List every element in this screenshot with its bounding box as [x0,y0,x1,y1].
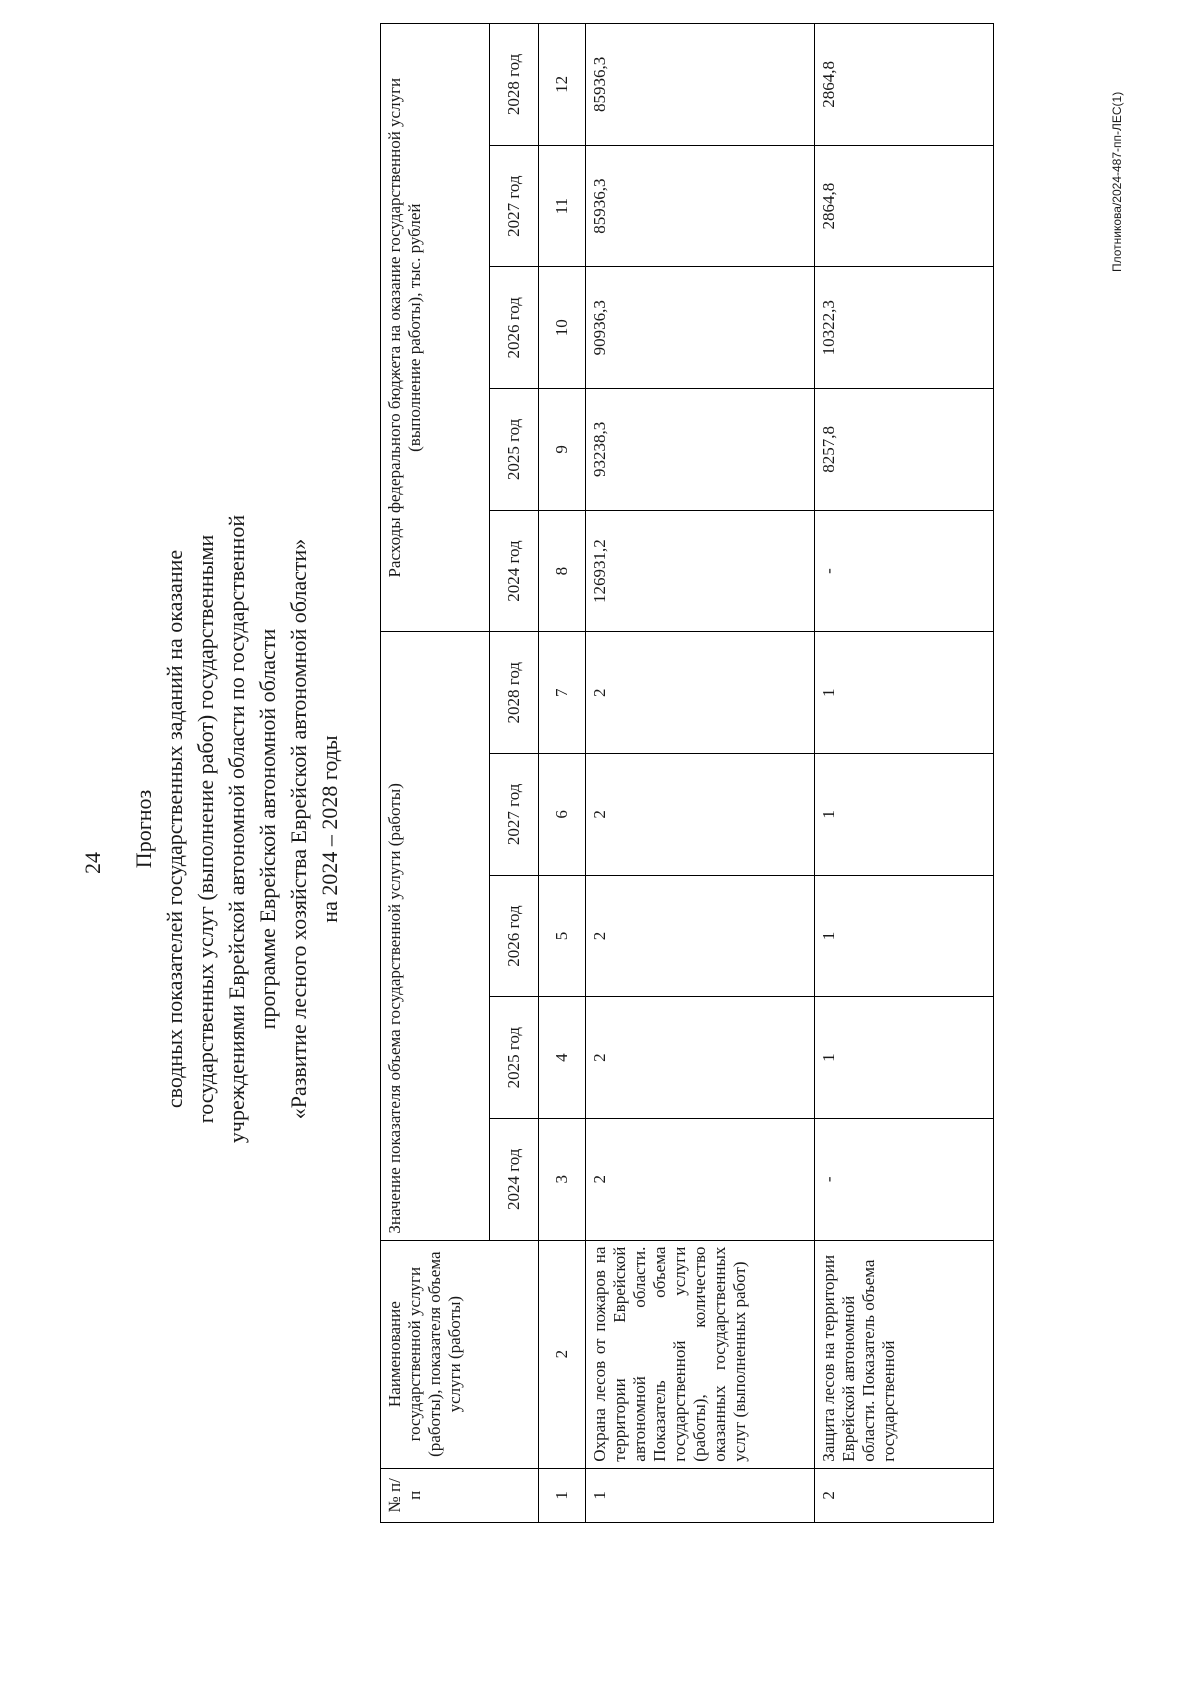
volume-value: 2 [586,754,815,876]
column-number: 2 [539,1240,586,1468]
header-expense-group: Расходы федерального бюджета на оказание государственной услуги (выполнение работы), тыс. рублей [381,24,490,632]
volume-value: - [815,1118,994,1240]
volume-value: 2 [586,632,815,754]
volume-value: 1 [815,875,994,997]
expense-value: 126931,2 [586,510,815,632]
expense-value: 2864,8 [815,145,994,267]
volume-value: 1 [815,754,994,876]
volume-value: 2 [586,875,815,997]
volume-value: 2 [586,1118,815,1240]
header-volume-group: Значение показателя объема государственной услуги (работы) [381,632,490,1240]
header-expense-year: 2025 год [490,389,539,511]
header-expense-year: 2024 год [490,510,539,632]
expense-value: 90936,3 [586,267,815,389]
title-line: программе Еврейской автономной области [255,628,280,1030]
expense-value: 93238,3 [586,389,815,511]
column-number: 3 [539,1118,586,1240]
header-expense-year: 2027 год [490,145,539,267]
column-number: 5 [539,875,586,997]
column-number: 12 [539,24,586,146]
header-volume-year: 2026 год [490,875,539,997]
header-volume-year: 2025 год [490,997,539,1119]
header-volume-year: 2024 год [490,1118,539,1240]
table-row [586,24,815,1523]
expense-value: 85936,3 [586,145,815,267]
service-name: Защита лесов на территории Еврейской автономной области. Показатель объема государственной [815,1240,994,1468]
column-number: 9 [539,389,586,511]
row-number: 2 [815,1468,994,1522]
volume-value: 1 [815,997,994,1119]
title-line: учреждениями Еврейской автономной области по государственной [224,514,249,1144]
document-title [128,129,345,1529]
title-line: «Развитие лесного хозяйства Еврейской автономной области» [286,538,311,1120]
expense-value: 2864,8 [815,24,994,146]
column-number: 7 [539,632,586,754]
expense-value: 8257,8 [815,389,994,511]
row-number: 1 [586,1468,815,1522]
column-number: 10 [539,267,586,389]
column-number: 6 [539,754,586,876]
forecast-table [380,23,994,1523]
header-name: Наименование государственной услуги (работы), показателя объема услуги (работы) [381,1240,539,1468]
page-number: 24 [80,852,105,874]
column-number-row [539,24,586,1523]
column-number: 11 [539,145,586,267]
document-code: Плотникова/2024-487-пп-ЛЕС(1) [1110,91,1124,272]
column-number: 1 [539,1468,586,1522]
volume-value: 1 [815,632,994,754]
volume-value: 2 [586,997,815,1119]
title-line: сводных показателей государственных заданий на оказание [162,549,187,1109]
column-number: 4 [539,997,586,1119]
title-line: Прогноз [131,789,156,869]
service-name: Охрана лесов от пожаров на территории Еврейской автономной области. Показатель объема государственной услуги (работы), количество оказанных государственных услуг (выполненных работ) [586,1240,815,1468]
forecast-table-wrapper [380,23,994,1523]
header-num: № п/п [381,1468,539,1522]
table-row [815,24,994,1523]
header-expense-year: 2026 год [490,267,539,389]
header-expense-year: 2028 год [490,24,539,146]
title-line: государственных услуг (выполнение работ) государственными [193,534,218,1124]
header-row-1 [381,24,490,1523]
column-number: 8 [539,510,586,632]
expense-value: 85936,3 [586,24,815,146]
header-volume-year: 2028 год [490,632,539,754]
expense-value: - [815,510,994,632]
expense-value: 10322,3 [815,267,994,389]
header-volume-year: 2027 год [490,754,539,876]
title-line: на 2024 – 2028 годы [317,735,342,923]
